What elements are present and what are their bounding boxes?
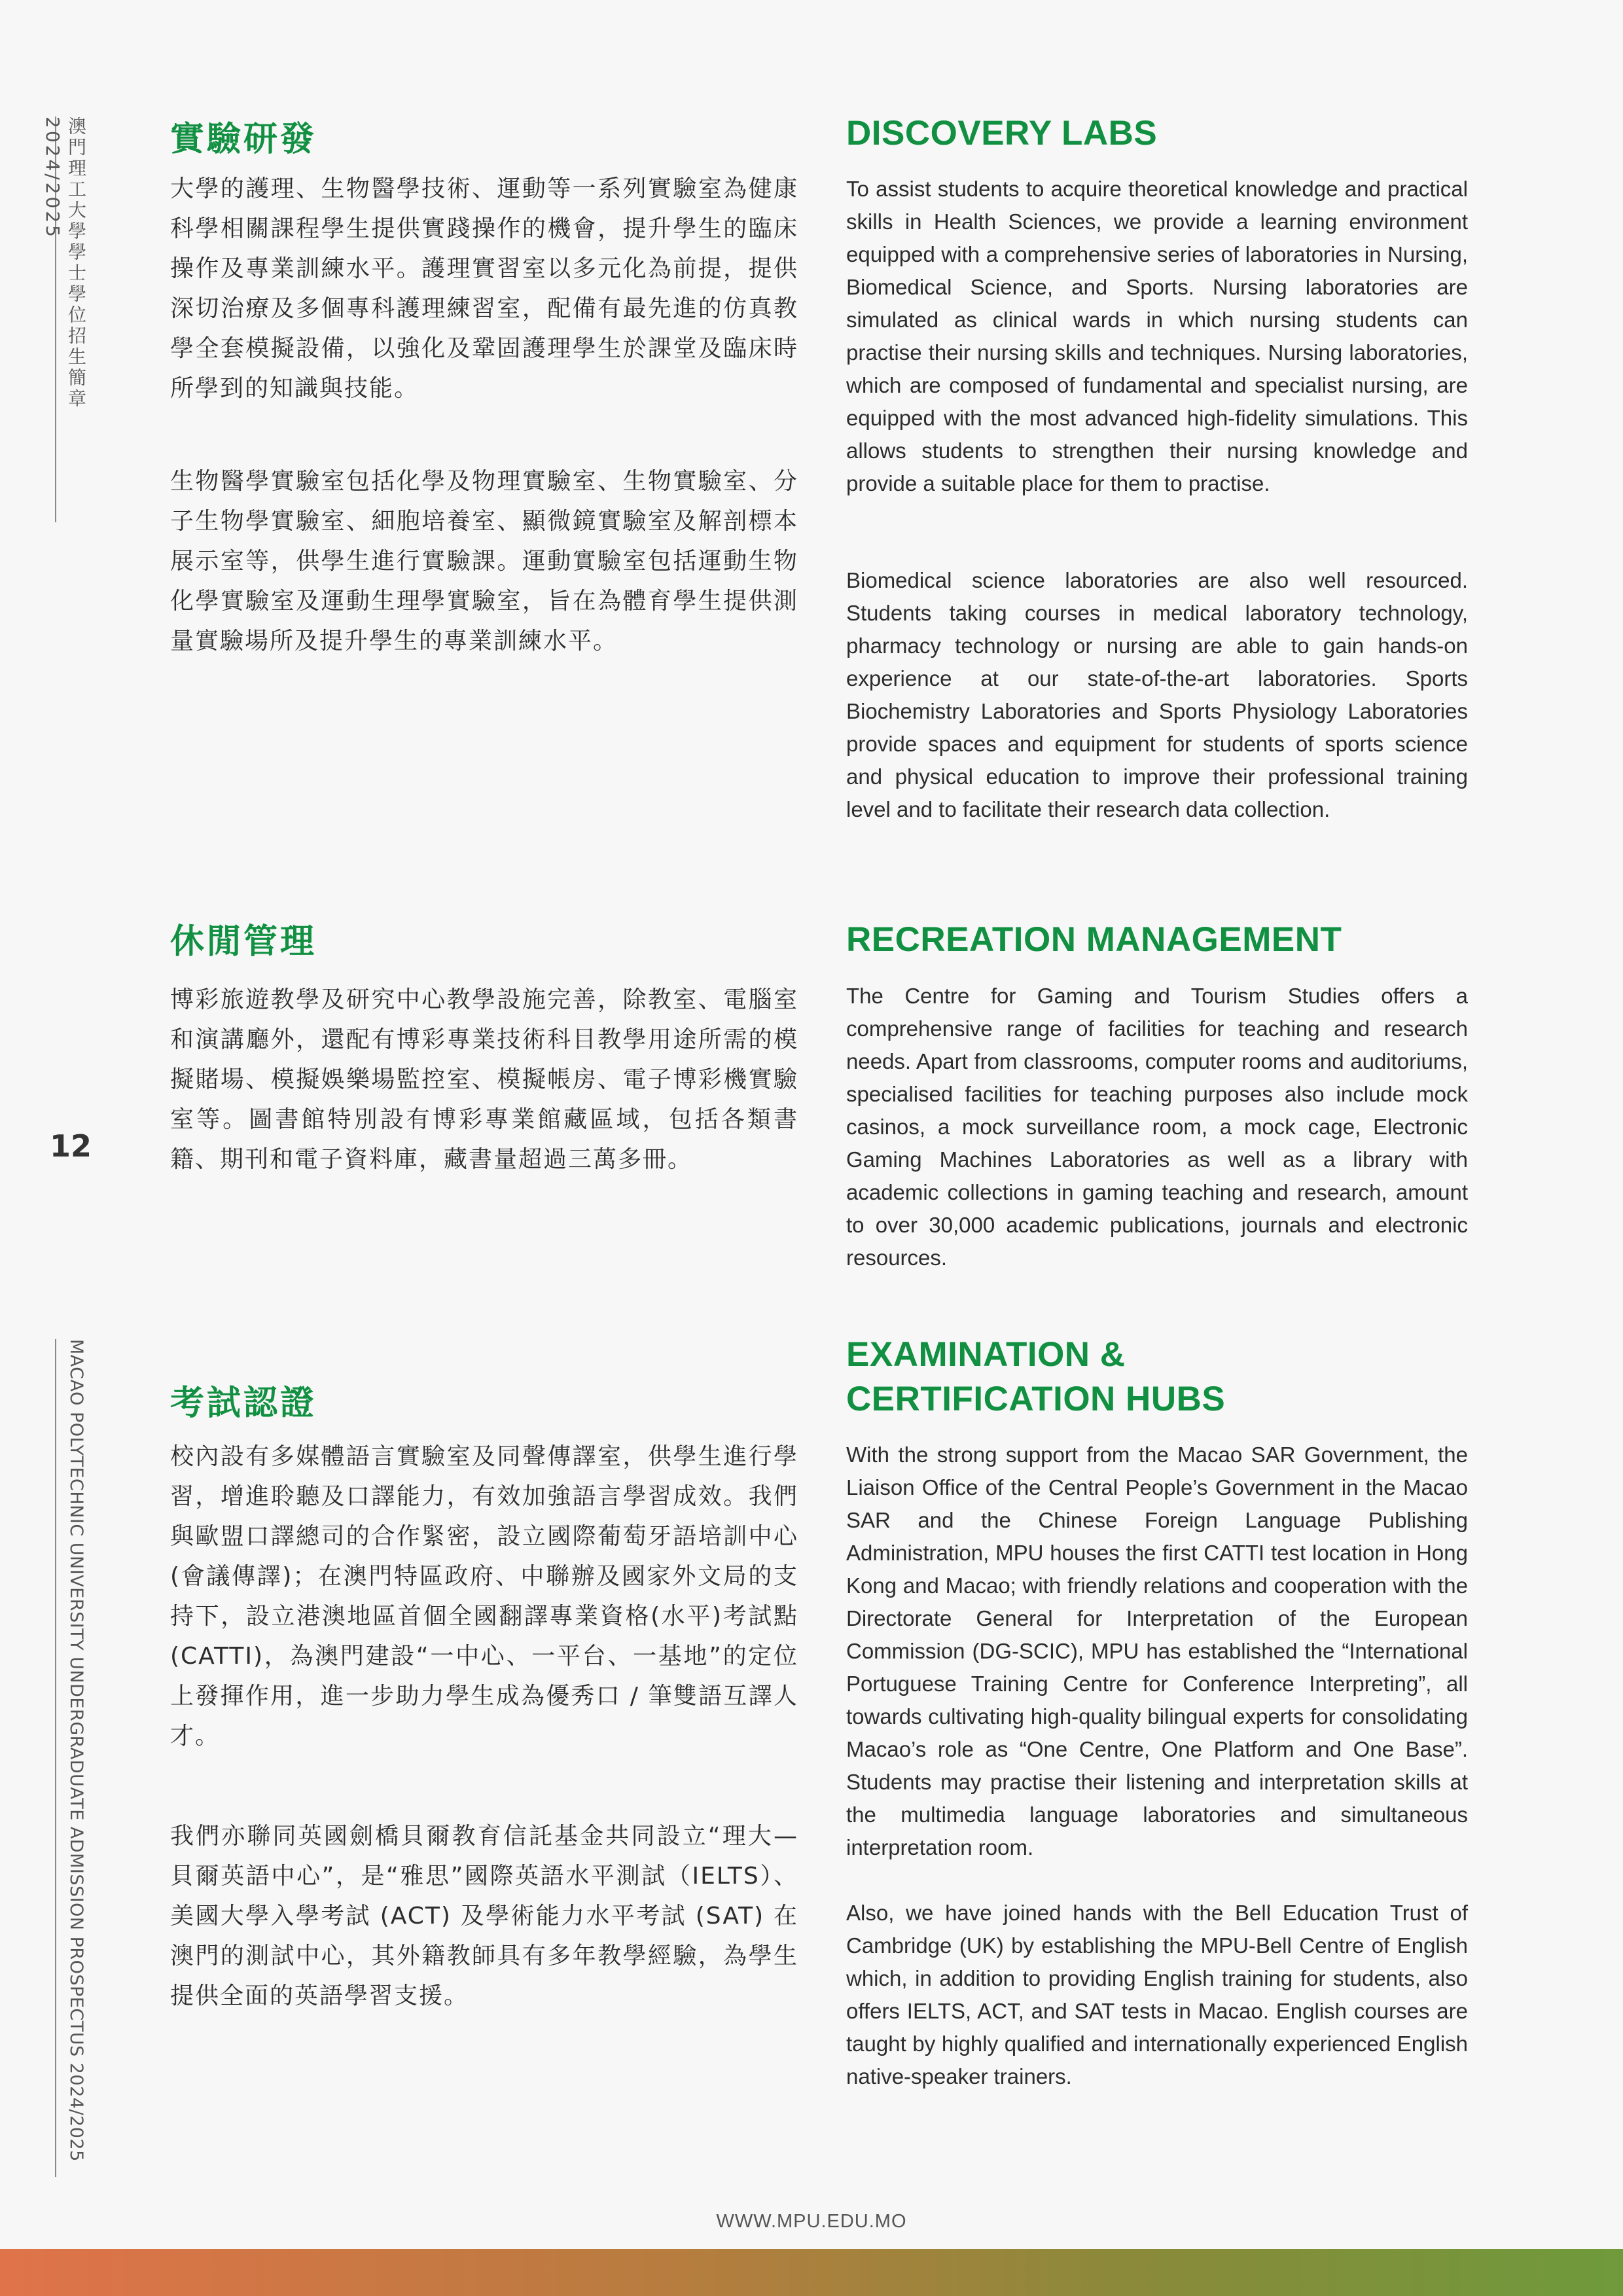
section-title-exam-zh: 考試認證 bbox=[170, 1384, 317, 1423]
section-title-recreation-zh: 休閒管理 bbox=[170, 922, 317, 961]
exam-title-line-2: CERTIFICATION HUBS bbox=[846, 1380, 1226, 1418]
sidebar-prospectus-title-en: MACAO POLYTECHNIC UNIVERSITY UNDERGRADUATE ADMISSION PROSPECTUS 2024/2025 bbox=[55, 1339, 88, 2177]
section-title-labs-zh: 實驗研發 bbox=[170, 120, 317, 159]
footer-website-url: WWW.MPU.EDU.MO bbox=[716, 2211, 907, 2232]
exam-en-paragraph-1: With the strong support from the Macao SAR Government, the Liaison Office of the Central People’s Government in the Macao SAR and the Chinese Foreign Language Publishing Administration, MPU houses the first CATTI test location in Hong Kong and Macao; with friendly relations and cooperation with the Directorate General for Interpretation of the European Commission (DG-SCIC), MPU has established the “International Portuguese Training Centre for Conference Interpreting”, all towards cultivating high-quality bilingual experts for consolidating Macao’s role as “One Centre, One Platform and One Base”. Students may practise their listening and interpretation skills at the multimedia language laboratories and simultaneous interpretation room. bbox=[846, 1443, 1468, 1859]
exam-zh-paragraph-1: 校內設有多媒體語言實驗室及同聲傳譯室，供學生進行學習，增進聆聽及口譯能力，有效加強語言學習成效。我們與歐盟口譯總司的合作緊密，設立國際葡萄牙語培訓中心(會議傳譯)；在澳門特區政府、中聯辦及國家外文局的支持下，設立港澳地區首個全國翻譯專業資格(水平)考試點(CATTI)，為澳門建設“一中心、一平台、一基地”的定位上發揮作用，進一步助力學生成為優秀口 / 筆雙語互譯人才。 bbox=[170, 1443, 798, 1749]
sidebar-prospectus-title-zh: 澳門理工大學學士學位招生簡章 2024/2025 bbox=[55, 117, 88, 522]
section-title-recreation-en: RECREATION MANAGEMENT bbox=[846, 920, 1342, 959]
recreation-en-paragraph-1: The Centre for Gaming and Tourism Studies offers a comprehensive range of facilities for teaching and research needs. Apart from classrooms, computer rooms and auditoriums, specialised facilities for teaching purposes also include mock casinos, a mock surveillance room, a mock cage, Electronic Gaming Machines Laboratories as well as a library with academic collections in gaming teaching and research, amount to over 30,000 academic publications, journals and electronic resources. bbox=[846, 984, 1468, 1270]
labs-en-paragraph-1: To assist students to acquire theoretical knowledge and practical skills in Health Sciences, we provide a learning environment equipped with a comprehensive series of laboratories in Nursing, Biomedical Science, and Sports. Nursing laboratories are simulated as clinical wards in which nursing students can practise their nursing skills and techniques. Nursing laboratories, which are composed of fundamental and specialist nursing, are equipped with the most advanced high-fidelity simulations. This allows students to strengthen their nursing knowledge and provide a suitable place for them to practise. bbox=[846, 177, 1468, 495]
exam-en-paragraph-2: Also, we have joined hands with the Bell Education Trust of Cambridge (UK) by establishing the MPU-Bell Centre of English which, in addition to providing English training for students, also offers IELTS, ACT, and SAT tests in Macao. English courses are taught by highly qualified and internationally experienced English native-speaker trainers. bbox=[846, 1901, 1468, 2089]
section-title-labs-en: DISCOVERY LABS bbox=[846, 114, 1158, 152]
labs-zh-paragraph-1: 大學的護理、生物醫學技術、運動等一系列實驗室為健康科學相關課程學生提供實踐操作的機會，提升學生的臨床操作及專業訓練水平。護理實習室以多元化為前提，提供深切治療及多個專科護理練習室，配備有最先進的仿真教學全套模擬設備，以強化及鞏固護理學生於課堂及臨床時所學到的知識與技能。 bbox=[170, 175, 798, 402]
exam-title-line-1: EXAMINATION & bbox=[846, 1335, 1126, 1374]
recreation-zh-paragraph-1: 博彩旅遊教學及研究中心教學設施完善，除教室、電腦室和演講廳外，還配有博彩專業技術科目教學用途所需的模擬賭場、模擬娛樂場監控室、模擬帳房、電子博彩機實驗室等。圖書館特別設有博彩專業館藏區域，包括各類書籍、期刊和電子資料庫，藏書量超過三萬多冊。 bbox=[170, 986, 798, 1173]
section-title-exam-en bbox=[846, 1333, 1488, 1422]
labs-zh-paragraph-2: 生物醫學實驗室包括化學及物理實驗室、生物實驗室、分子生物學實驗室、細胞培養室、顯微鏡實驗室及解剖標本展示室等，供學生進行實驗課。運動實驗室包括運動生物化學實驗室及運動生理學實驗室，旨在為體育學生提供測量實驗場所及提升學生的專業訓練水平。 bbox=[170, 468, 798, 655]
labs-en-paragraph-2: Biomedical science laboratories are also well resourced. Students taking courses in medical laboratory technology, pharmacy technology or nursing are able to gain hands-on experience at our state-of-the-art laboratories. Sports Biochemistry Laboratories and Sports Physiology Laboratories provide spaces and equipment for students of sports science and physical education to improve their professional training level and to facilitate their research data collection. bbox=[846, 568, 1468, 821]
page-number: 12 bbox=[50, 1128, 92, 1164]
bottom-gradient-bar bbox=[0, 2249, 1623, 2296]
exam-zh-paragraph-2: 我們亦聯同英國劍橋貝爾教育信託基金共同設立“理大—貝爾英語中心”，是“雅思”國際英語水平測試（IELTS）、美國大學入學考試 (ACT) 及學術能力水平考試 (SAT) 在澳門的測試中心，其外籍教師具有多年教學經驗，為學生提供全面的英語學習支援。 bbox=[170, 1823, 798, 2009]
